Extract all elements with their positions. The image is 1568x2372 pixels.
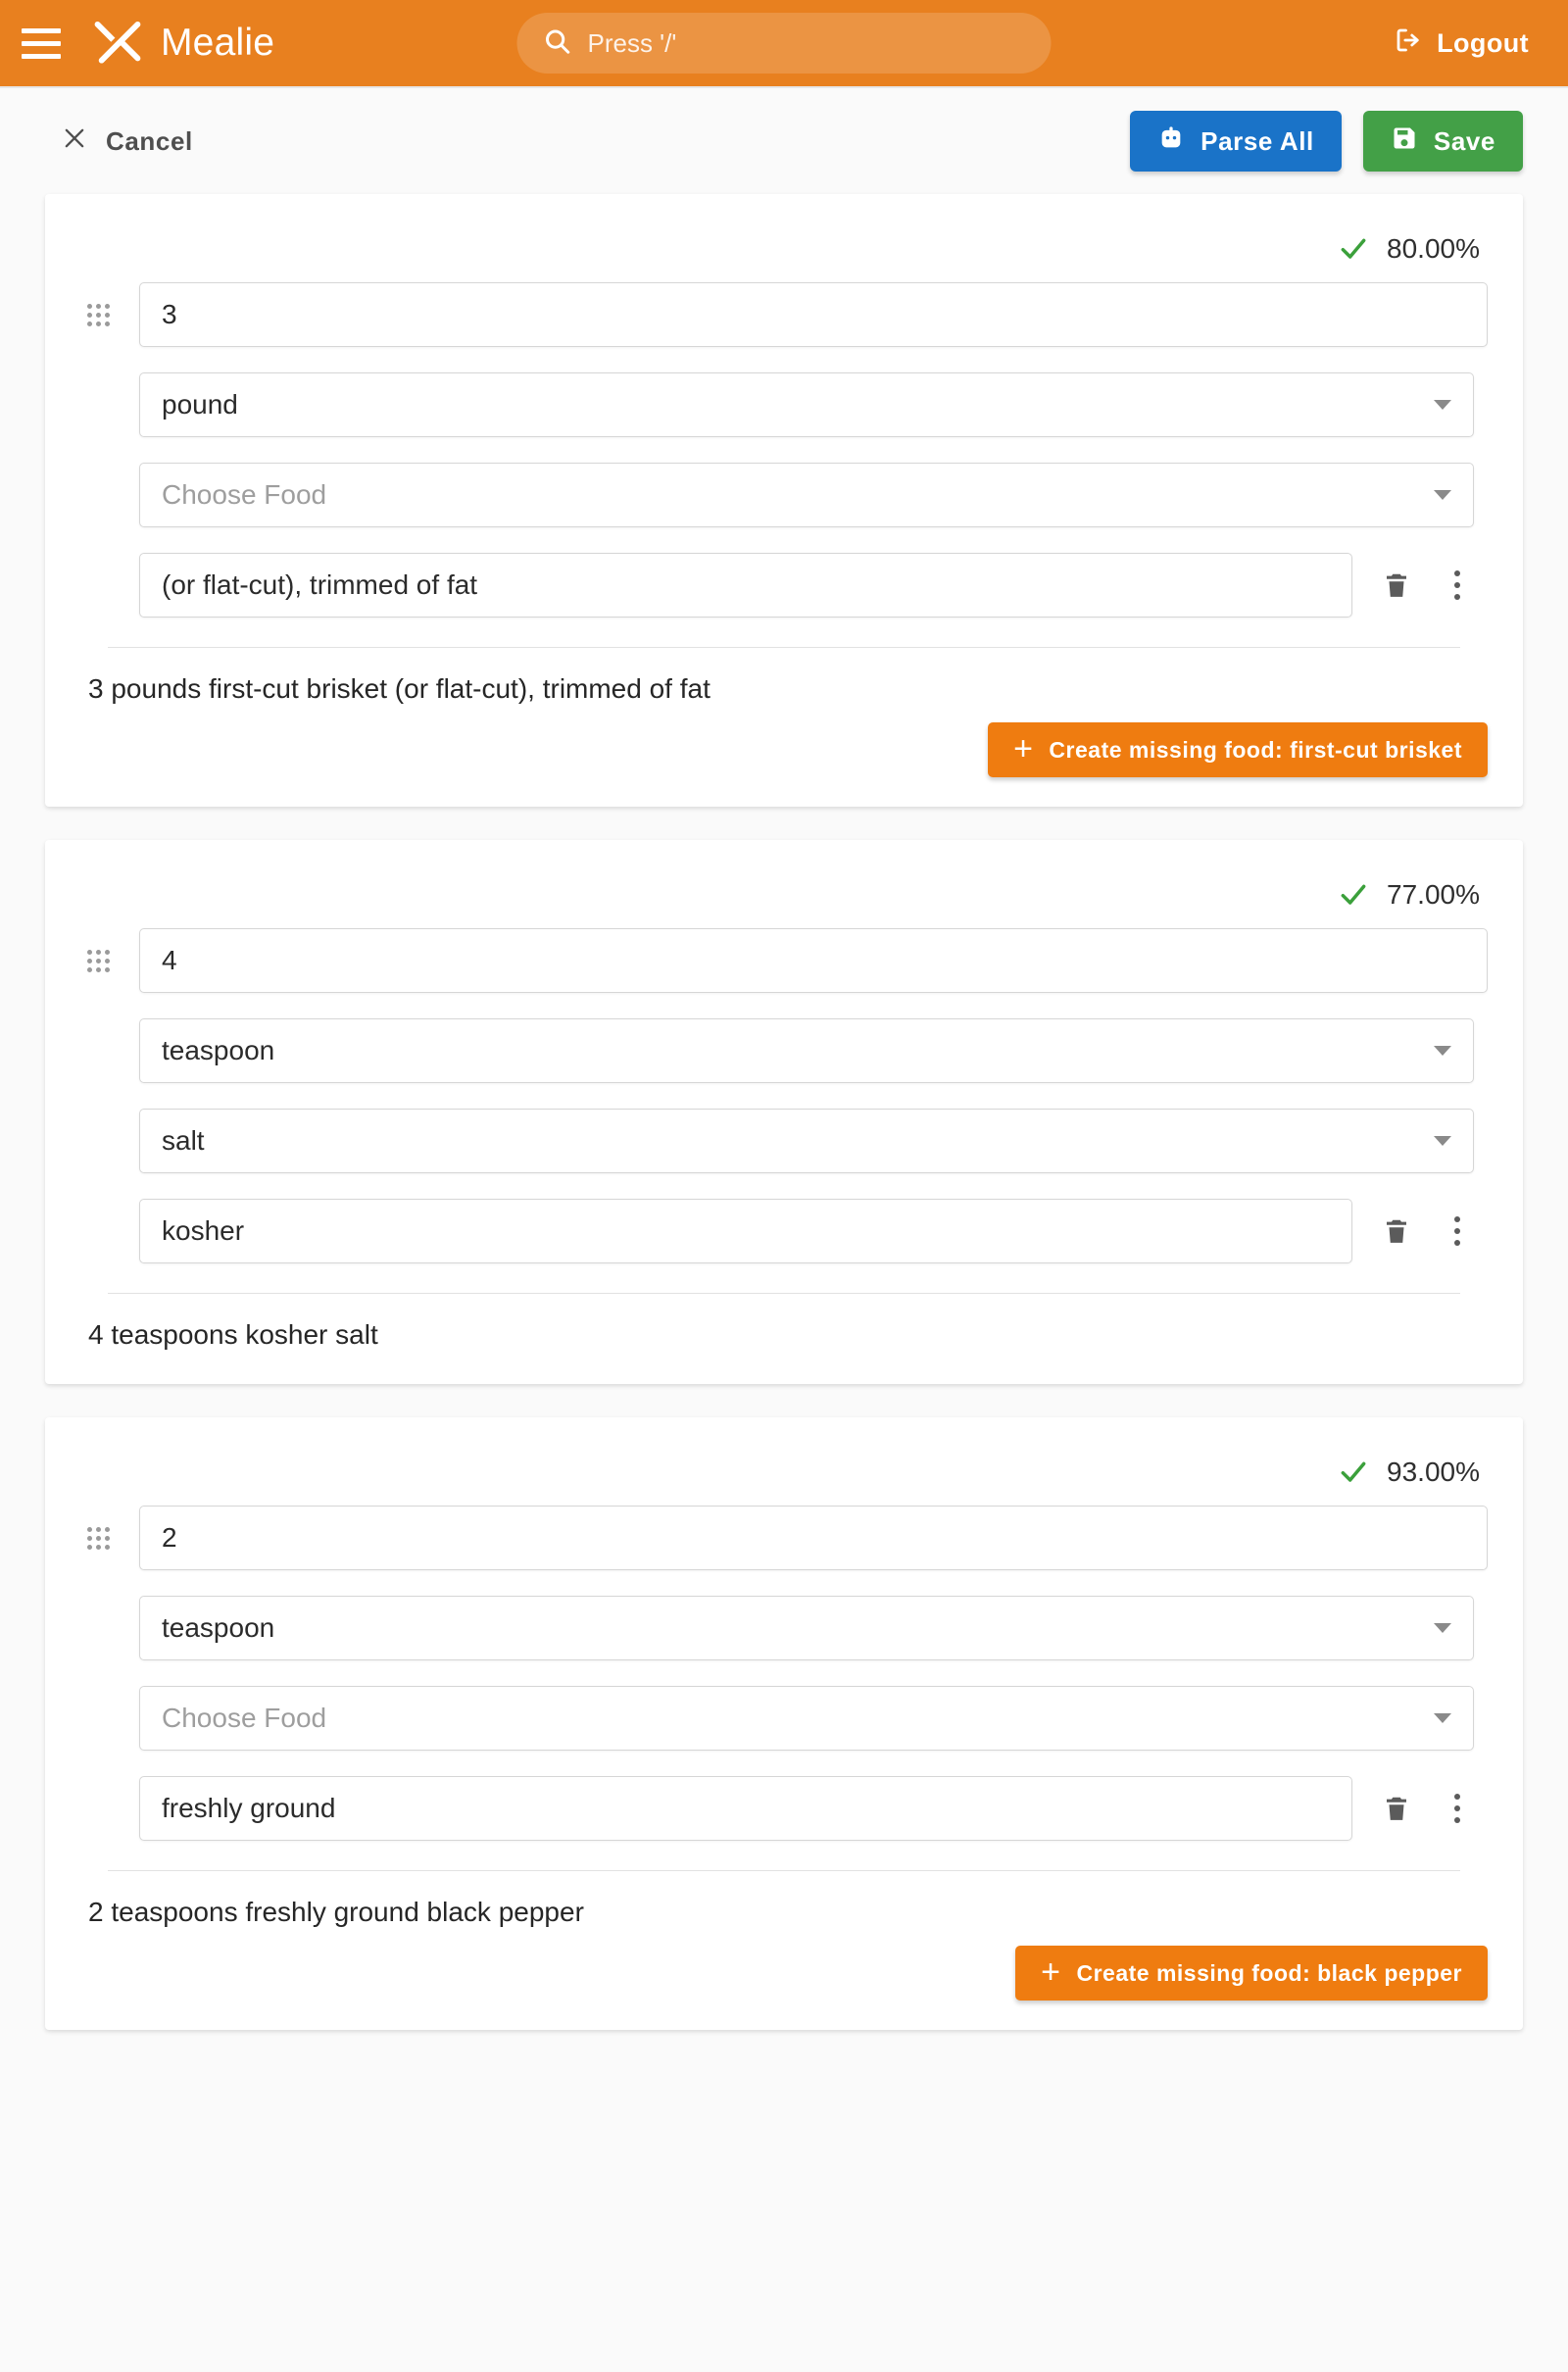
drag-handle-icon[interactable] xyxy=(80,1527,116,1550)
create-missing-food-label: Create missing food: black pepper xyxy=(1076,1959,1462,1986)
unit-value: pound xyxy=(162,389,238,420)
create-missing-row xyxy=(80,709,1488,777)
ingredient-summary: 3 pounds first-cut brisket (or flat-cut), trimmed of fat xyxy=(88,673,710,704)
cancel-button[interactable] xyxy=(61,124,193,159)
unit-select[interactable] xyxy=(139,1596,1474,1660)
chevron-down-icon xyxy=(1434,1713,1451,1723)
fork-knife-icon xyxy=(92,18,143,69)
unit-select[interactable] xyxy=(139,372,1474,437)
create-missing-food-button[interactable] xyxy=(1015,1946,1488,2001)
quantity-row xyxy=(80,1506,1488,1570)
logout-icon xyxy=(1394,25,1423,62)
food-value: salt xyxy=(162,1125,205,1156)
note-input[interactable]: (or flat-cut), trimmed of fat xyxy=(139,553,1352,618)
food-row xyxy=(80,463,1488,527)
ingredient-card xyxy=(45,840,1523,1384)
app-bar xyxy=(0,0,1568,86)
create-missing-food-label: Create missing food: first-cut brisket xyxy=(1049,736,1462,763)
search-placeholder: Press '/' xyxy=(587,27,677,58)
unit-row xyxy=(80,1018,1488,1083)
close-icon xyxy=(61,124,88,159)
save-disk-icon xyxy=(1391,124,1418,159)
confidence-value: 77.00% xyxy=(1387,879,1480,910)
plus-icon: + xyxy=(1041,1953,1061,1992)
hamburger-icon[interactable] xyxy=(22,21,67,66)
unit-row xyxy=(80,1596,1488,1660)
food-select[interactable] xyxy=(139,1686,1474,1751)
note-input[interactable]: kosher xyxy=(139,1199,1352,1263)
chevron-down-icon xyxy=(1434,400,1451,410)
check-icon xyxy=(1338,879,1369,911)
trash-icon[interactable] xyxy=(1366,1201,1427,1261)
confidence-row xyxy=(80,858,1488,920)
quantity-input[interactable]: 2 xyxy=(139,1506,1488,1570)
chevron-down-icon xyxy=(1434,490,1451,500)
create-missing-row xyxy=(80,1932,1488,2001)
food-select[interactable] xyxy=(139,463,1474,527)
quantity-row xyxy=(80,282,1488,347)
search-icon xyxy=(543,26,572,61)
app-title: Mealie xyxy=(161,22,275,64)
kebab-menu-icon[interactable] xyxy=(1427,1201,1488,1261)
ingredient-card xyxy=(45,194,1523,807)
confidence-value: 80.00% xyxy=(1387,233,1480,264)
check-icon xyxy=(1338,1457,1369,1488)
cancel-label: Cancel xyxy=(106,125,193,156)
note-input[interactable]: freshly ground xyxy=(139,1776,1352,1841)
confidence-value: 93.00% xyxy=(1387,1457,1480,1487)
save-label: Save xyxy=(1433,125,1495,156)
logout-button[interactable] xyxy=(1394,25,1546,62)
quantity-input[interactable]: 4 xyxy=(139,928,1488,993)
unit-row xyxy=(80,372,1488,437)
unit-value: teaspoon xyxy=(162,1612,275,1643)
check-icon xyxy=(1338,233,1369,265)
drag-handle-icon[interactable] xyxy=(80,950,116,972)
food-row xyxy=(80,1686,1488,1751)
food-value: Choose Food xyxy=(162,1703,327,1733)
food-row xyxy=(80,1109,1488,1173)
kebab-menu-icon[interactable] xyxy=(1427,1778,1488,1839)
food-select[interactable] xyxy=(139,1109,1474,1173)
drag-handle-icon[interactable] xyxy=(80,304,116,326)
unit-select[interactable] xyxy=(139,1018,1474,1083)
chevron-down-icon xyxy=(1434,1046,1451,1056)
create-missing-food-button[interactable] xyxy=(988,722,1488,777)
chevron-down-icon xyxy=(1434,1136,1451,1146)
toolbar-actions xyxy=(1130,111,1523,172)
robot-icon xyxy=(1157,124,1185,159)
quantity-input[interactable]: 3 xyxy=(139,282,1488,347)
kebab-menu-icon[interactable] xyxy=(1427,555,1488,616)
ingredient-list xyxy=(0,194,1568,2102)
confidence-row xyxy=(80,1435,1488,1498)
unit-value: teaspoon xyxy=(162,1035,275,1065)
ingredient-summary: 2 teaspoons freshly ground black pepper xyxy=(88,1897,584,1927)
trash-icon[interactable] xyxy=(1366,555,1427,616)
confidence-row xyxy=(80,212,1488,274)
editor-toolbar xyxy=(0,86,1568,194)
note-row xyxy=(139,553,1488,618)
quantity-row xyxy=(80,928,1488,993)
brand xyxy=(92,18,274,69)
trash-icon[interactable] xyxy=(1366,1778,1427,1839)
note-row xyxy=(139,1776,1488,1841)
search-input[interactable] xyxy=(517,13,1052,74)
ingredient-card xyxy=(45,1417,1523,2030)
ingredient-summary: 4 teaspoons kosher salt xyxy=(88,1319,378,1350)
note-row xyxy=(139,1199,1488,1263)
parse-all-button[interactable] xyxy=(1130,111,1342,172)
food-value: Choose Food xyxy=(162,479,327,510)
save-button[interactable] xyxy=(1363,111,1523,172)
chevron-down-icon xyxy=(1434,1623,1451,1633)
logout-label: Logout xyxy=(1437,27,1529,58)
parse-all-label: Parse All xyxy=(1200,125,1314,156)
plus-icon: + xyxy=(1013,730,1034,768)
